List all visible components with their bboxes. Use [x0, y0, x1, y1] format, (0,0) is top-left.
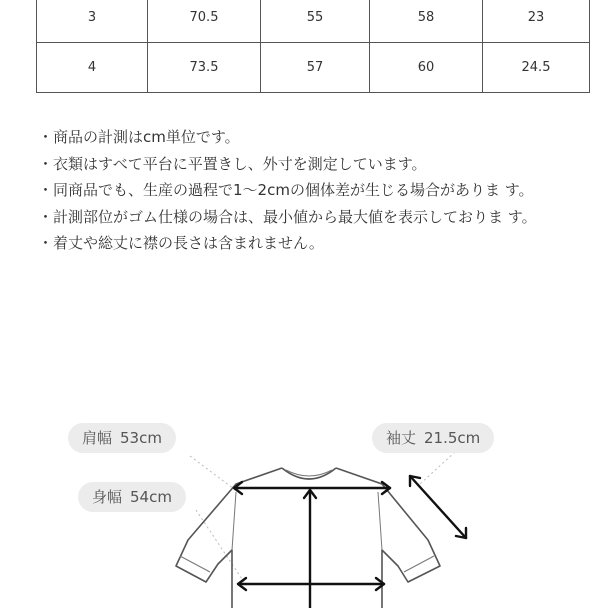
right-cuff [404, 556, 434, 572]
sleeve-length-name: 袖丈 [386, 429, 417, 447]
table-cell: 55 [261, 0, 370, 43]
table-cell: 73.5 [148, 43, 261, 93]
sleeve-guide-line [420, 452, 455, 484]
table-cell-size: 4 [37, 43, 148, 93]
right-sleeve-seam [378, 492, 382, 550]
body-width-name: 身幅 [92, 488, 123, 506]
body-width-value: 54cm [130, 488, 172, 506]
size-table [36, 0, 590, 93]
note-item: ・着丈や総丈に襟の長さは含まれません。 [38, 234, 324, 252]
table-cell: 23 [483, 0, 590, 43]
left-cuff [180, 556, 210, 572]
table-cell: 60 [370, 43, 483, 93]
shoulder-width-value: 53cm [120, 429, 162, 447]
table-row [37, 0, 590, 43]
note-item: ・計測部位がゴム仕様の場合は、最小値から最大値を表示しておりま す。 [38, 207, 537, 226]
table-cell: 70.5 [148, 0, 261, 43]
table-cell: 58 [370, 0, 483, 43]
table-row [37, 43, 590, 93]
sleeve-length-label [372, 423, 494, 453]
note-item: ・商品の計測はcm単位です。 [38, 128, 240, 146]
measurement-diagram [0, 400, 608, 608]
body-guide-line [196, 510, 244, 582]
note-item: ・同商品でも、生産の過程で1〜2cmの個体差が生じる場合がありま す。 [38, 181, 534, 199]
shoulder-guide-line [190, 456, 238, 492]
table-cell: 57 [261, 43, 370, 93]
collar-outline [282, 468, 336, 479]
table-cell: 24.5 [483, 43, 590, 93]
shoulder-width-label [68, 423, 176, 453]
length-arrow [304, 490, 316, 608]
sleeve-length-value: 21.5cm [424, 429, 481, 447]
left-sleeve-seam [232, 492, 236, 550]
shoulder-width-name: 肩幅 [82, 429, 113, 447]
body-width-label [78, 482, 186, 512]
table-cell-size: 3 [37, 0, 148, 43]
note-item: ・衣類はすべて平台に平置きし、外寸を測定しています。 [38, 154, 427, 173]
measurement-notes [38, 124, 588, 257]
